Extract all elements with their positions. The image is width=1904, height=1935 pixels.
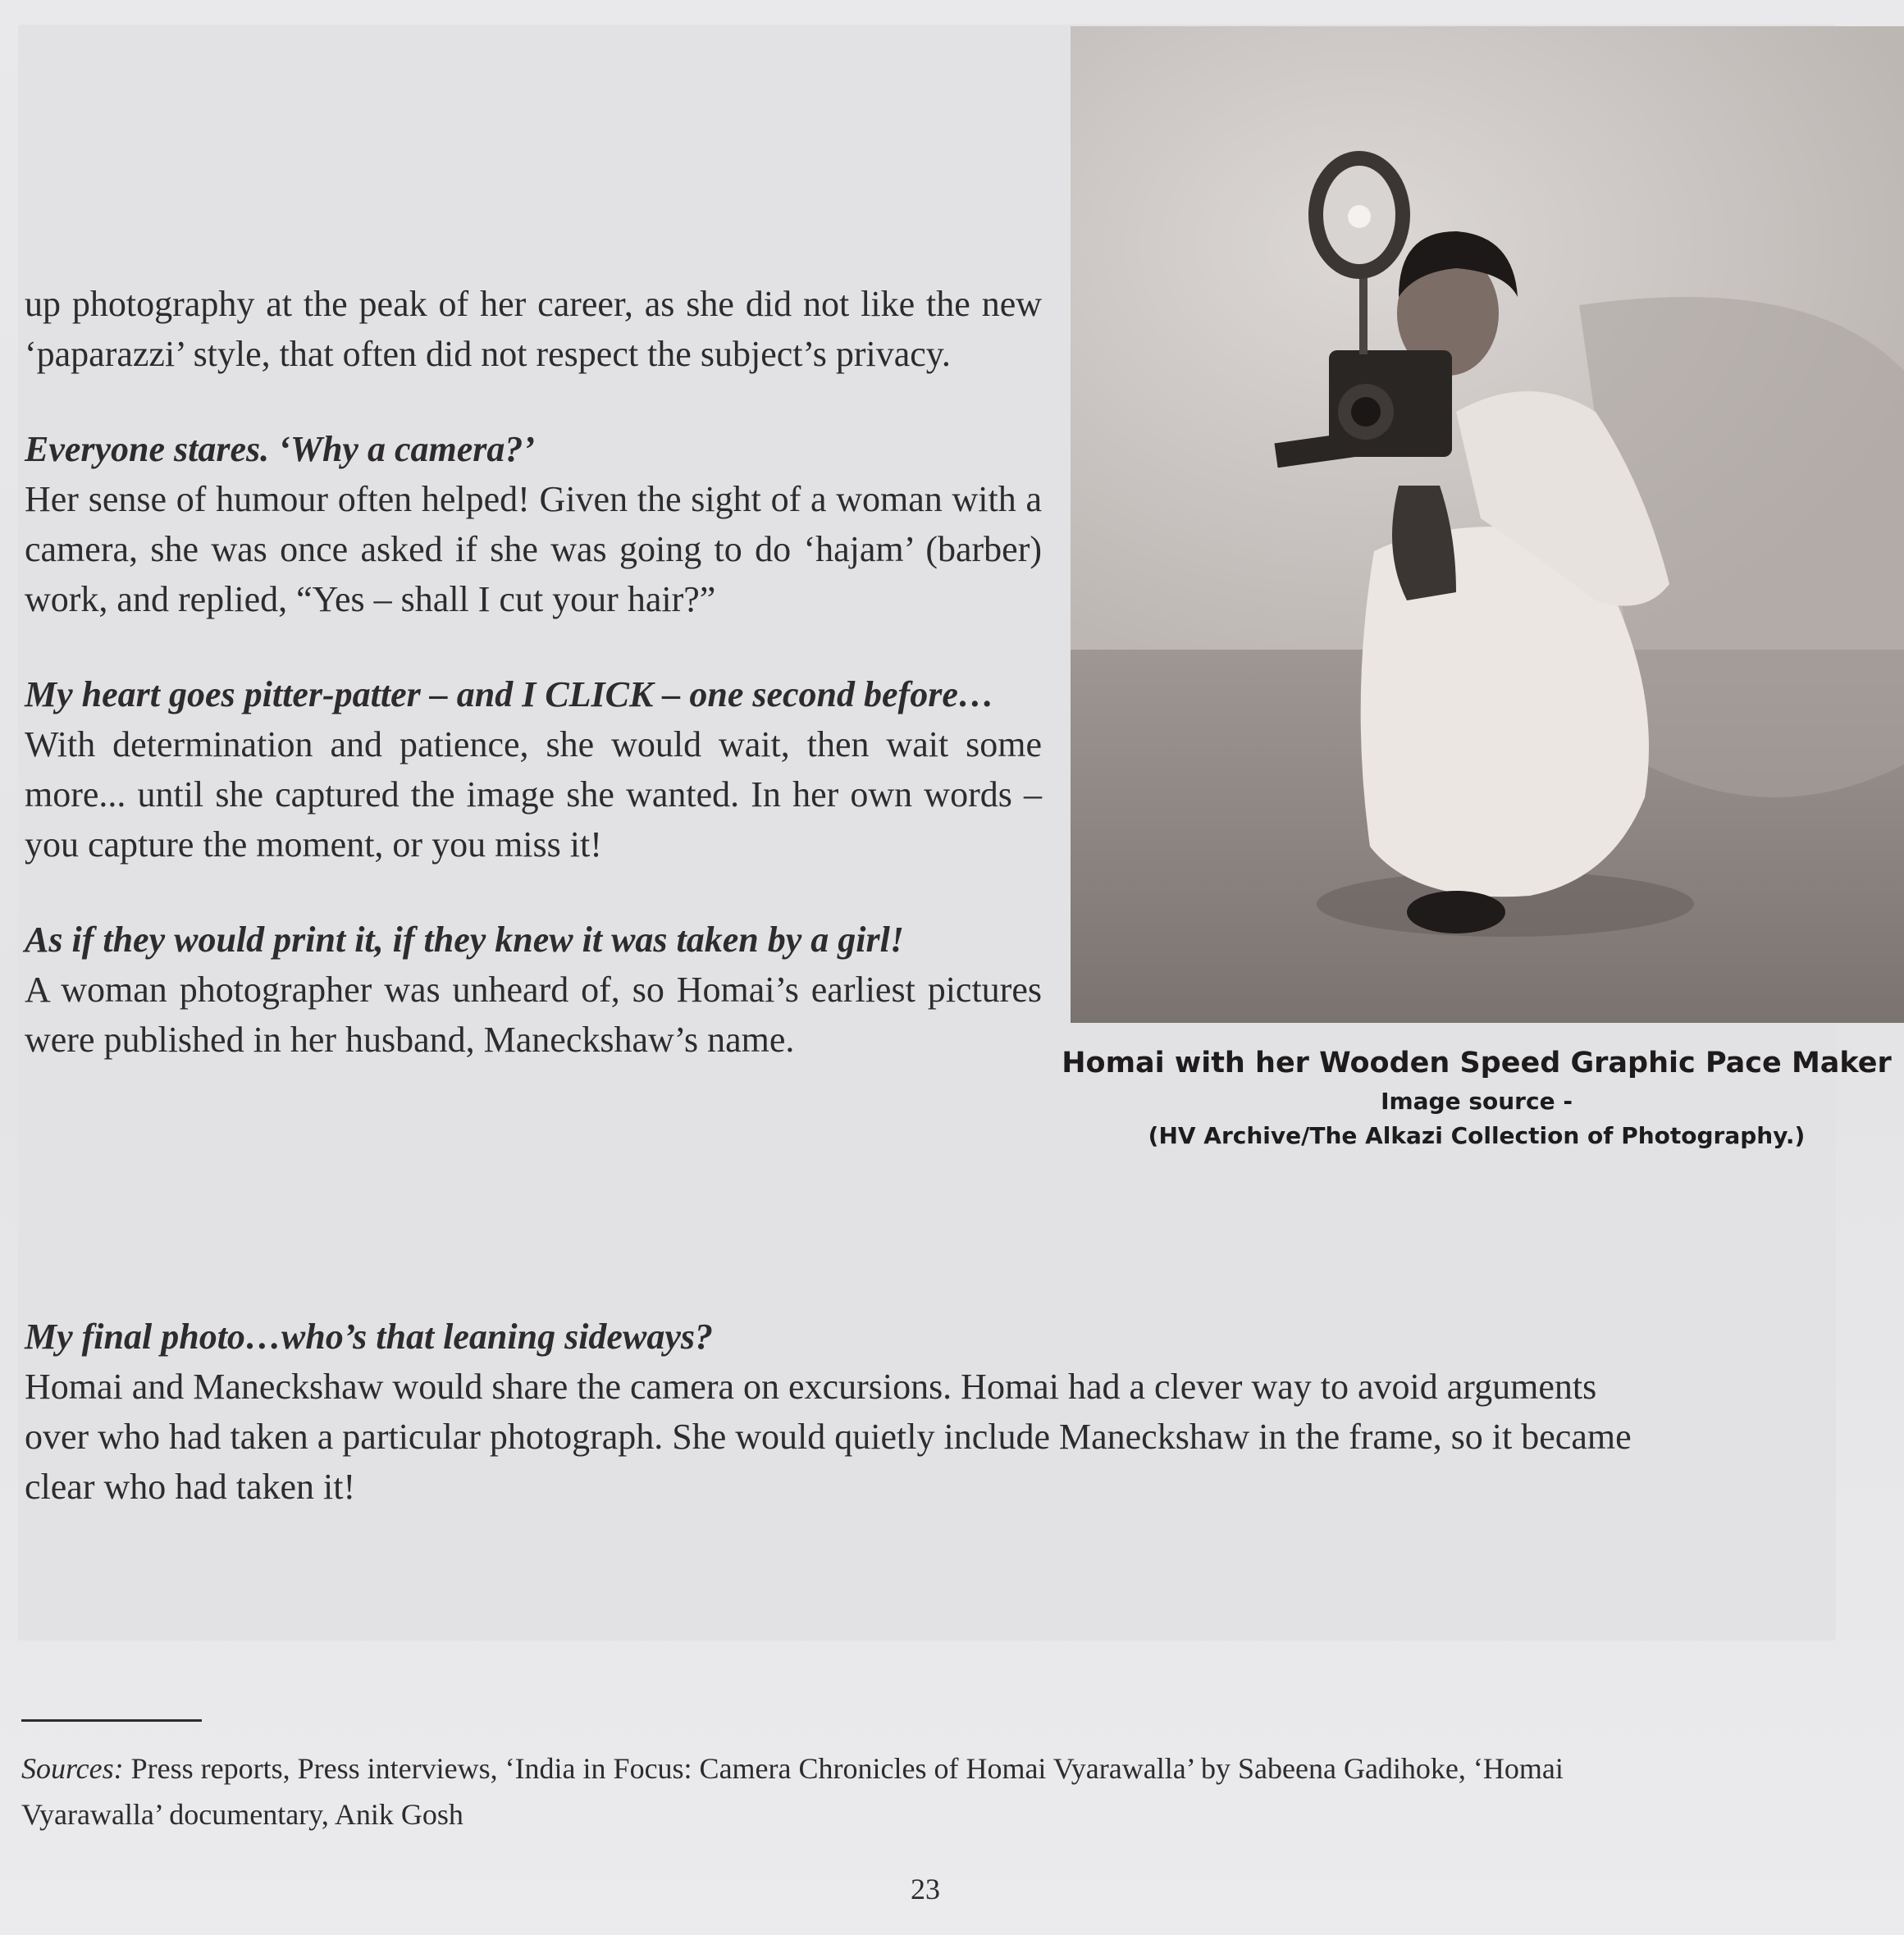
- section-2: [25, 670, 1042, 869]
- section-heading: Everyone stares. ‘Why a camera?’: [25, 429, 536, 469]
- homai-photograph: [1071, 26, 1904, 1023]
- left-column: [25, 279, 1042, 1065]
- sources-text: Press reports, Press interviews, ‘India in Focus: Camera Chronicles of Homai Vyarawalla’ by Sabeena Gadihoke, ‘Homai Vyarawalla’ documentary, Anik Gosh: [21, 1752, 1564, 1831]
- section-body: With determination and patience, she would wait, then wait some more... until she captured the image she wanted. In her own words – you capture the moment, or you miss it!: [25, 724, 1042, 865]
- section-body: A woman photographer was unheard of, so Homai’s earliest pictures were published in her husband, Maneckshaw’s name.: [25, 970, 1042, 1060]
- section-heading: My heart goes pitter-patter – and I CLICK – one second before…: [25, 674, 994, 714]
- section-heading: My final photo…who’s that leaning sideways?: [25, 1317, 713, 1357]
- intro-paragraph: up photography at the peak of her career, as she did not like the new ‘paparazzi’ style, that often did not respect the subject’s privacy.: [25, 284, 1042, 374]
- sources-label: Sources:: [21, 1752, 124, 1785]
- section-heading: As if they would print it, if they knew it was taken by a girl!: [25, 920, 904, 960]
- caption-source: (HV Archive/The Alkazi Collection of Photography.): [1148, 1122, 1806, 1149]
- footnote-divider: [21, 1719, 202, 1722]
- section-body: Homai and Maneckshaw would share the camera on excursions. Homai had a clever way to avoid arguments over who had taken a particular photograph. She would quietly include Maneckshaw in the frame, so it became clear who had taken it!: [25, 1367, 1632, 1507]
- section-4: [25, 1312, 1632, 1512]
- page-number: 23: [911, 1873, 940, 1905]
- caption-source-label: Image source -: [1381, 1088, 1573, 1115]
- section-body: Her sense of humour often helped! Given the sight of a woman with a camera, she was once asked if she was going to do ‘hajam’ (barber) work, and replied, “Yes – shall I cut your hair?”: [25, 479, 1042, 619]
- sources-footnote: [21, 1746, 1629, 1837]
- section-3: [25, 915, 1042, 1065]
- caption-title: Homai with her Wooden Speed Graphic Pace Maker: [1062, 1047, 1892, 1079]
- section-1: [25, 425, 1042, 624]
- photograph-illustration: [1071, 26, 1904, 1023]
- photo-caption: [1058, 1042, 1895, 1153]
